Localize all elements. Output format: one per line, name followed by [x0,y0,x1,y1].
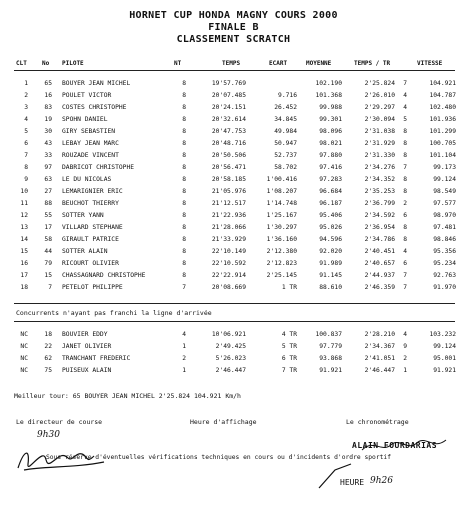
table-row [0,212,467,223]
cell-vitesse: 101.299 [429,128,456,135]
cell-no: 15 [44,272,52,279]
cell-moyenne: 92.020 [319,248,342,255]
cell-clt: 13 [20,224,28,231]
cell-vitesse: 95.356 [433,248,456,255]
cell-no: 88 [44,200,52,207]
cell-no: 43 [44,140,52,147]
cell-temps: 20'08.669 [211,284,246,291]
cell-temps-tour: 2'41.051 [364,355,395,362]
reserve-note: Sous réserve d'éventuelles vérifications techniques en cours ou d'incidents d'ordre sportif [46,454,391,461]
cell-temps-tour: 2'44.937 [364,272,395,279]
cell-moyenne: 96.684 [319,188,342,195]
cell-temps: 22'10.592 [211,260,246,267]
cell-temps-tour: 2'46.359 [364,284,395,291]
cell-pilote: COSTES CHRISTOPHE [62,104,127,111]
cell-clt: 2 [24,92,28,99]
cell-pilote: RICOURT OLIVIER [62,260,119,267]
cell-temps: 2'46.447 [215,367,246,374]
col-pilote: PILOTE [62,60,84,67]
cell-nt: 8 [182,200,186,207]
cell-temps-tour: 2'40.451 [364,248,395,255]
cell-temps: 19'57.769 [211,80,246,87]
cell-temps: 22'22.914 [211,272,246,279]
cell-pilote: BEUCHOT THIERRY [62,200,119,207]
cell-temps-tour: 2'31.929 [364,140,395,147]
cell-vitesse: 95.001 [433,355,456,362]
cell-nt: 8 [182,272,186,279]
cell-clt: NC [20,367,28,374]
cell-nt: 7 [182,284,186,291]
cell-temps-tour: 2'29.297 [364,104,395,111]
cell-temps: 20'58.185 [211,176,246,183]
cell-moyenne: 97.283 [319,176,342,183]
cell-temps-tour: 2'31.038 [364,128,395,135]
cell-vitesse: 91.970 [433,284,456,291]
directeur-label: Le directeur de course [16,418,103,426]
cell-temps: 20'24.151 [211,104,246,111]
cell-clt: 12 [20,212,28,219]
cell-vitesse: 102.480 [429,104,456,111]
cell-vitesse: 104.921 [429,80,456,87]
chronometrage-label: Le chronométrage [346,418,409,426]
cell-tour: 9 [403,343,407,350]
cell-no: 33 [44,152,52,159]
cell-tour: 7 [403,80,407,87]
cell-ecart: 49.984 [274,128,297,135]
cell-tour: 1 [403,367,407,374]
heure-label: HEURE [340,478,365,487]
cell-nt: 1 [182,343,186,350]
cell-nt: 8 [182,212,186,219]
col-clt: CLT [16,60,27,67]
cell-moyenne: 95.406 [319,212,342,219]
cell-temps: 21'28.066 [211,224,246,231]
cell-temps: 21'22.936 [211,212,246,219]
cell-moyenne: 91.145 [319,272,342,279]
table-row [0,236,467,247]
section-divider-2 [14,321,455,322]
cell-nt: 8 [182,92,186,99]
cell-tour: 4 [403,92,407,99]
cell-vitesse: 101.936 [429,116,456,123]
cell-pilote: SOTTER YANN [62,212,104,219]
cell-moyenne: 98.096 [319,128,342,135]
cell-no: 75 [44,367,52,374]
cell-pilote: DABRICOT CHRISTOPHE [62,164,135,171]
cell-nt: 8 [182,116,186,123]
cell-vitesse: 97.577 [433,200,456,207]
heure-value: 9h26 [370,476,393,486]
cell-clt: 1 [24,80,28,87]
cell-no: 65 [44,80,52,87]
cell-temps: 21'33.929 [211,236,246,243]
cell-moyenne: 99.988 [319,104,342,111]
non-finisher-row [0,355,467,366]
cell-vitesse: 99.173 [433,164,456,171]
cell-clt: NC [20,343,28,350]
table-row [0,104,467,115]
cell-pilote: SPOHN DANIEL [62,116,108,123]
cell-no: 44 [44,248,52,255]
cell-pilote: GIRAULT PATRICE [62,236,119,243]
table-row [0,224,467,235]
cell-pilote: TRANCHANT FREDERIC [62,355,131,362]
cell-moyenne: 96.187 [319,200,342,207]
cell-pilote: BOUVIER EDDY [62,331,108,338]
cell-moyenne: 101.368 [315,92,342,99]
cell-clt: 9 [24,176,28,183]
cell-temps-tour: 2'34.276 [364,164,395,171]
cell-temps: 20'56.471 [211,164,246,171]
cell-nt: 8 [182,128,186,135]
cell-vitesse: 103.232 [429,331,456,338]
best-lap: Meilleur tour: 65 BOUYER JEAN MICHEL 2'25.824 104.921 Km/h [14,392,241,400]
cell-pilote: LEBAY JEAN MARC [62,140,119,147]
cell-tour: 4 [403,248,407,255]
cell-tour: 6 [403,260,407,267]
cell-nt: 8 [182,164,186,171]
cell-temps: 2'49.425 [215,343,246,350]
cell-no: 17 [44,224,52,231]
cell-tour: 4 [403,104,407,111]
chronometreur-name: ALAIN FOURDARIAS [352,441,438,450]
cell-clt: 6 [24,140,28,147]
cell-no: 62 [44,355,52,362]
cell-tour: 8 [403,128,407,135]
cell-pilote: PETELOT PHILIPPE [62,284,123,291]
cell-tour: 5 [403,116,407,123]
cell-clt: 10 [20,188,28,195]
cell-temps-tour: 2'25.824 [364,80,395,87]
cell-ecart: 50.947 [274,140,297,147]
cell-clt: NC [20,355,28,362]
cell-tour: 2 [403,355,407,362]
col-ecart: ECART [269,60,288,67]
cell-moyenne: 97.779 [319,343,342,350]
cell-nt: 4 [182,331,186,338]
cell-ecart: 2'12.823 [266,260,297,267]
table-row [0,92,467,103]
table-row [0,116,467,127]
non-finishers-title: Concurrents n'ayant pas franchi la ligne d'arrivée [16,309,212,317]
cell-temps-tour: 2'26.010 [364,92,395,99]
cell-ecart: 1'30.297 [266,224,297,231]
cell-vitesse: 97.481 [433,224,456,231]
cell-temps: 22'10.149 [211,248,246,255]
cell-temps: 20'47.753 [211,128,246,135]
chronometreur-signature-icon [360,436,450,456]
cell-no: 63 [44,176,52,183]
cell-vitesse: 99.124 [433,176,456,183]
col-moyenne: MOYENNE [306,60,332,67]
cell-clt: 15 [20,248,28,255]
cell-moyenne: 88.610 [319,284,342,291]
cell-no: 55 [44,212,52,219]
col-no: No [42,60,50,67]
cell-no: 79 [44,260,52,267]
cell-tour: 8 [403,140,407,147]
cell-pilote: ROUZADE VINCENT [62,152,119,159]
cell-ecart: 6 TR [281,355,297,362]
cell-vitesse: 95.234 [433,260,456,267]
cell-temps-tour: 2'35.253 [364,188,395,195]
header-divider [14,70,455,71]
cell-nt: 8 [182,260,186,267]
cell-temps-tour: 2'34.352 [364,176,395,183]
cell-ecart: 1'00.416 [266,176,297,183]
table-row [0,152,467,163]
cell-pilote: LE DU NICOLAS [62,176,112,183]
cell-ecart: 1 TR [281,284,297,291]
cell-ecart: 26.452 [274,104,297,111]
cell-no: 30 [44,128,52,135]
cell-moyenne: 102.190 [315,80,342,87]
cell-temps: 20'50.506 [211,152,246,159]
cell-nt: 8 [182,176,186,183]
cell-nt: 8 [182,152,186,159]
cell-moyenne: 100.837 [315,331,342,338]
table-row [0,200,467,211]
cell-nt: 8 [182,236,186,243]
cell-temps-tour: 2'34.367 [364,343,395,350]
cell-tour: 8 [403,224,407,231]
cell-pilote: POULET VICTOR [62,92,112,99]
cell-ecart: 58.702 [274,164,297,171]
document-title: HORNET CUP HONDA MAGNY COURS 2000 [129,10,338,21]
cell-pilote: LEMARIGNIER ERIC [62,188,123,195]
cell-nt: 8 [182,80,186,87]
cell-clt: 5 [24,128,28,135]
cell-vitesse: 100.705 [429,140,456,147]
cell-temps: 21'05.976 [211,188,246,195]
cell-nt: 8 [182,224,186,231]
cell-moyenne: 95.026 [319,224,342,231]
cell-clt: 11 [20,200,28,207]
table-row [0,260,467,271]
cell-clt: 7 [24,152,28,159]
cell-temps-tour: 2'28.210 [364,331,395,338]
cell-temps-tour: 2'31.330 [364,152,395,159]
cell-temps: 10'06.921 [211,331,246,338]
cell-vitesse: 98.970 [433,212,456,219]
cell-temps-tour: 2'34.786 [364,236,395,243]
cell-temps: 20'07.485 [211,92,246,99]
cell-tour: 8 [403,236,407,243]
cell-ecart: 1'14.748 [266,200,297,207]
cell-ecart: 34.845 [274,116,297,123]
non-finisher-row [0,331,467,342]
cell-temps-tour: 2'40.657 [364,260,395,267]
table-row [0,80,467,91]
non-finisher-row [0,343,467,354]
section-divider [14,303,455,304]
cell-nt: 8 [182,248,186,255]
cell-clt: 18 [20,284,28,291]
cell-tour: 8 [403,188,407,195]
cell-temps-tour: 2'36.799 [364,200,395,207]
cell-no: 58 [44,236,52,243]
cell-pilote: BOUYER JEAN MICHEL [62,80,131,87]
cell-tour: 7 [403,164,407,171]
heure-affichage-label: Heure d'affichage [190,418,257,426]
cell-vitesse: 104.787 [429,92,456,99]
cell-clt: 14 [20,236,28,243]
cell-moyenne: 99.301 [319,116,342,123]
cell-clt: 4 [24,116,28,123]
cell-vitesse: 101.104 [429,152,456,159]
col-temps: TEMPS [222,60,241,67]
cell-vitesse: 98.846 [433,236,456,243]
table-row [0,164,467,175]
cell-nt: 8 [182,104,186,111]
cell-pilote: CHASSAGNARD CHRISTOPHE [62,272,146,279]
cell-temps-tour: 2'30.094 [364,116,395,123]
cell-no: 16 [44,92,52,99]
cell-no: 19 [44,116,52,123]
table-row [0,248,467,259]
cell-tour: 2 [403,200,407,207]
cell-pilote: SOTTER ALAIN [62,248,108,255]
cell-tour: 4 [403,331,407,338]
non-finisher-row [0,367,467,378]
cell-clt: 3 [24,104,28,111]
document-subtitle: FINALE B [208,22,259,33]
cell-clt: 16 [20,260,28,267]
cell-no: 27 [44,188,52,195]
cell-temps: 21'12.517 [211,200,246,207]
table-row [0,284,467,295]
table-row [0,140,467,151]
cell-moyenne: 98.021 [319,140,342,147]
cell-temps: 20'48.716 [211,140,246,147]
cell-moyenne: 91.921 [319,367,342,374]
cell-nt: 2 [182,355,186,362]
cell-nt: 1 [182,367,186,374]
cell-no: 22 [44,343,52,350]
cell-no: 97 [44,164,52,171]
cell-temps-tour: 2'36.954 [364,224,395,231]
cell-moyenne: 91.989 [319,260,342,267]
cell-nt: 8 [182,188,186,195]
cell-ecart: 9.716 [278,92,297,99]
cell-clt: 17 [20,272,28,279]
cell-no: 18 [44,331,52,338]
cell-ecart: 2'25.145 [266,272,297,279]
cell-moyenne: 94.596 [319,236,342,243]
cell-temps-tour: 2'46.447 [364,367,395,374]
cell-temps: 5'26.023 [215,355,246,362]
cell-tour: 6 [403,212,407,219]
cell-ecart: 52.737 [274,152,297,159]
cell-pilote: VILLARD STEPHANE [62,224,123,231]
col-nt: NT [174,60,182,67]
cell-tour: 8 [403,176,407,183]
document-heading: CLASSEMENT SCRATCH [176,34,291,45]
cell-tour: 7 [403,272,407,279]
col-temps-tour: TEMPS / TR [354,60,391,67]
cell-tour: 8 [403,152,407,159]
cell-no: 7 [48,284,52,291]
col-vitesse: VITESSE [417,60,443,67]
cell-clt: NC [20,331,28,338]
cell-pilote: PUISEUX ALAIN [62,367,112,374]
cell-ecart: 2'12.380 [266,248,297,255]
cell-vitesse: 92.763 [433,272,456,279]
cell-moyenne: 97.880 [319,152,342,159]
cell-tour: 7 [403,284,407,291]
cell-ecart: 1'25.167 [266,212,297,219]
handwritten-time: 9h30 [37,430,60,440]
cell-temps: 20'32.614 [211,116,246,123]
cell-pilote: GIRY SEBASTIEN [62,128,116,135]
table-row [0,272,467,283]
cell-ecart: 1'08.207 [266,188,297,195]
cell-clt: 8 [24,164,28,171]
table-row [0,128,467,139]
cell-ecart: 4 TR [281,331,297,338]
cell-vitesse: 99.124 [433,343,456,350]
cell-ecart: 5 TR [281,343,297,350]
cell-moyenne: 93.868 [319,355,342,362]
cell-moyenne: 97.416 [319,164,342,171]
table-row [0,176,467,187]
cell-temps-tour: 2'34.592 [364,212,395,219]
cell-no: 83 [44,104,52,111]
check-mark-icon [315,462,355,492]
cell-pilote: JANET OLIVIER [62,343,112,350]
cell-nt: 8 [182,140,186,147]
cell-ecart: 7 TR [281,367,297,374]
cell-vitesse: 91.921 [433,367,456,374]
table-row [0,188,467,199]
cell-ecart: 1'36.160 [266,236,297,243]
cell-vitesse: 98.549 [433,188,456,195]
